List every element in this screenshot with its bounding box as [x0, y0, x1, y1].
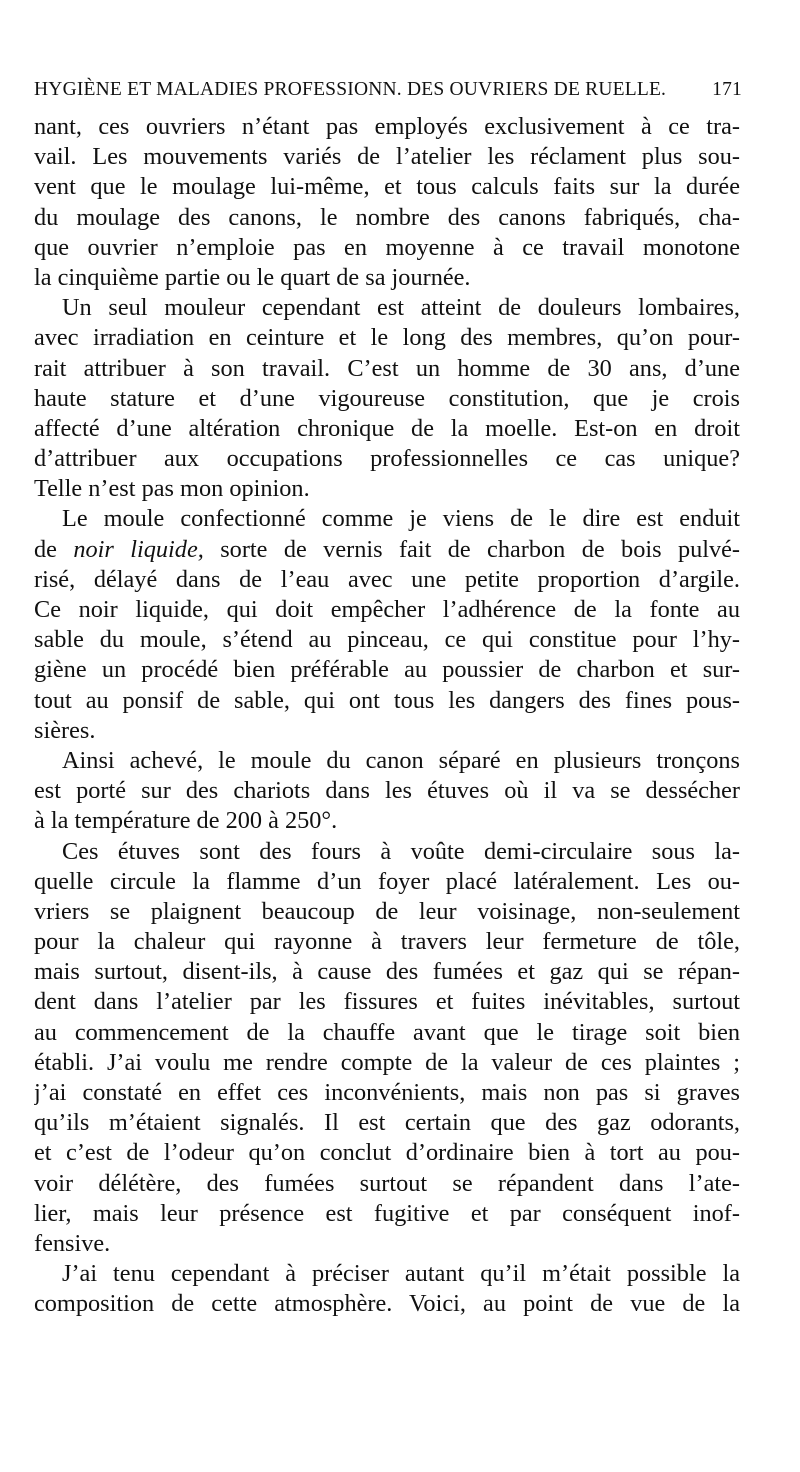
text-line-with-italic: [34, 535, 740, 565]
text-line: sable du moule, s’étend au pinceau, ce qui constitue pour l’hy-: [34, 626, 740, 654]
text-line: Ce noir liquide, qui doit empêcher l’adhérence de la fonte au: [34, 596, 740, 623]
text-line: à la température de 200 à 250°.: [34, 807, 338, 835]
text-line: j’ai constaté en effet ces inconvénients, mais non pas si graves: [34, 1079, 740, 1106]
text-line: pour la chaleur qui rayonne à travers leur fermeture de tôle,: [34, 928, 740, 956]
text-line: tout au ponsif de sable, qui ont tous les dangers des fines pous-: [34, 686, 740, 714]
text-line: vriers se plaignent beaucoup de leur voisinage, non-seulement: [34, 897, 740, 925]
line-prefix: de: [34, 535, 57, 563]
text-line: voir délétère, des fumées surtout se répandent dans l’ate-: [34, 1169, 740, 1197]
text-line: fensive.: [34, 1229, 111, 1257]
text-line: mais surtout, disent-ils, à cause des fumées et gaz qui se répan-: [34, 958, 740, 986]
text-line: vail. Les mouvements variés de l’atelier les réclament plus sou-: [34, 143, 740, 171]
text-line: affecté d’une altération chronique de la moelle. Est-on en droit: [34, 414, 740, 442]
text-line: avec irradiation en ceinture et le long des membres, qu’on pour-: [34, 324, 740, 352]
italic-term: noir liquide,: [73, 535, 204, 563]
text-line: sières.: [34, 716, 96, 744]
text-line: J’ai tenu cependant à préciser autant qu’il m’était possible la: [62, 1260, 740, 1288]
text-line: risé, délayé dans de l’eau avec une petite proportion d’argile.: [34, 565, 740, 593]
text-line: haute stature et d’une vigoureuse constitution, que je crois: [34, 384, 740, 412]
text-line: composition de cette atmosphère. Voici, au point de vue de la: [34, 1290, 740, 1318]
text-line: Telle n’est pas mon opinion.: [34, 475, 310, 503]
text-line: vent que le moulage lui-même, et tous calculs faits sur la durée: [34, 173, 740, 201]
text-line: nant, ces ouvriers n’étant pas employés exclusivement à ce tra-: [34, 113, 740, 140]
text-line: lier, mais leur présence est fugitive et par conséquent inof-: [34, 1199, 740, 1227]
text-line: est porté sur des chariots dans les étuves où il va se dessécher: [34, 777, 740, 805]
running-title: HYGIÈNE ET MALADIES PROFESSIONN. DES OUVRIERS DE RUELLE.: [34, 79, 667, 100]
text-line: la cinquième partie ou le quart de sa journée.: [34, 263, 471, 291]
text-line: rait attribuer à son travail. C’est un homme de 30 ans, d’une: [34, 354, 740, 382]
text-line: quelle circule la flamme d’un foyer placé latéralement. Les ou-: [34, 867, 740, 895]
text-line: Ainsi achevé, le moule du canon séparé en plusieurs tronçons: [62, 746, 740, 774]
text-line: d’attribuer aux occupations professionnelles ce cas unique?: [34, 445, 740, 473]
text-line: Ces étuves sont des fours à voûte demi-circulaire sous la-: [62, 837, 740, 865]
text-line: au commencement de la chauffe avant que le tirage soit bien: [34, 1018, 740, 1046]
text-line: qu’ils m’étaient signalés. Il est certain que des gaz odorants,: [34, 1109, 740, 1137]
text-line: du moulage des canons, le nombre des canons fabriqués, cha-: [34, 203, 740, 231]
text-line: établi. J’ai voulu me rendre compte de la valeur de ces plaintes ;: [34, 1048, 740, 1076]
running-head: [34, 76, 742, 104]
line-rest: sorte de vernis fait de charbon de bois pulvé-: [220, 535, 740, 563]
text-line: giène un procédé bien préférable au poussier de charbon et sur-: [34, 656, 740, 684]
text-line: dent dans l’atelier par les fissures et fuites inévitables, surtout: [34, 988, 740, 1016]
text-line: Un seul mouleur cependant est atteint de douleurs lombaires,: [62, 294, 740, 322]
body-text: [34, 112, 740, 1320]
text-line: et c’est de l’odeur qu’on conclut d’ordinaire bien à tort au pou-: [34, 1139, 740, 1167]
text-line: que ouvrier n’emploie pas en moyenne à ce travail monotone: [34, 233, 740, 261]
page-number: 171: [712, 79, 742, 100]
text-line: Le moule confectionné comme je viens de le dire est enduit: [62, 505, 740, 533]
